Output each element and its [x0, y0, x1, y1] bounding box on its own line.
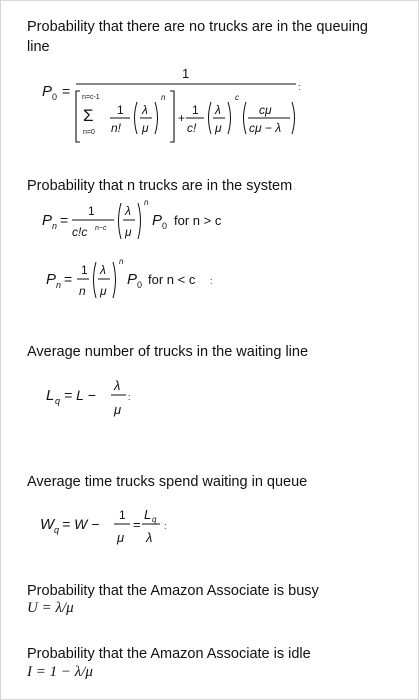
svg-text:q: q	[152, 515, 157, 524]
svg-text:P: P	[152, 212, 163, 229]
svg-text:=: =	[60, 212, 69, 228]
formula-p0	[40, 60, 340, 150]
svg-text:μ: μ	[117, 530, 125, 545]
formula-lq	[44, 372, 204, 428]
svg-text:n: n	[56, 280, 62, 290]
pn-greater-condition: for n > c	[174, 213, 222, 228]
svg-text:c!c: c!c	[72, 225, 88, 239]
svg-text:q: q	[55, 396, 61, 406]
pn-less-condition: for n < c	[148, 272, 196, 287]
svg-text:1: 1	[81, 263, 88, 277]
p0-plus: +	[178, 111, 186, 125]
svg-text:1: 1	[88, 204, 95, 218]
svg-text:μ: μ	[100, 284, 107, 298]
svg-text:L: L	[144, 507, 152, 522]
p0-lhs: P	[42, 83, 53, 100]
p0-one-a: 1	[117, 103, 124, 117]
p0-one-b: 1	[192, 103, 199, 117]
svg-text:q: q	[54, 525, 60, 535]
p0-lhs-sub: 0	[52, 92, 58, 102]
formula-pn-greater	[40, 197, 260, 249]
p0-bracket-left	[76, 91, 80, 142]
svg-text:n−c: n−c	[95, 225, 107, 232]
svg-text:=: =	[62, 83, 71, 99]
svg-text:n: n	[79, 284, 86, 298]
formula-idle: I = 1 − λ/μ	[27, 664, 93, 680]
formula-wq	[38, 497, 238, 553]
p0-c-fact: c!	[187, 121, 197, 135]
heading-idle: Probability that the Amazon Associate is idle	[27, 646, 311, 662]
p0-sigma: Σ	[83, 106, 94, 125]
svg-text:=: =	[133, 517, 141, 532]
svg-text:W: W	[40, 516, 55, 533]
formula-pn-less	[44, 256, 264, 308]
svg-text:= L −: = L −	[64, 387, 96, 403]
svg-text:λ: λ	[114, 378, 121, 393]
heading-p0: Probability that there are no trucks are in the queuing line	[27, 19, 368, 55]
p0-mu-a: μ	[142, 121, 149, 135]
svg-text:λ: λ	[125, 204, 131, 218]
svg-text:=: =	[64, 271, 73, 287]
svg-text:P: P	[46, 271, 57, 288]
p0-mu-b: μ	[215, 121, 222, 135]
formula-busy: U = λ/μ	[27, 600, 74, 616]
svg-text:P: P	[127, 271, 138, 288]
p0-lambda-a: λ	[142, 103, 148, 117]
svg-text::: :	[128, 392, 131, 402]
svg-text::: :	[210, 276, 213, 286]
heading-lq: Average number of trucks in the waiting line	[27, 344, 309, 360]
p0-tail: :	[298, 82, 301, 92]
svg-text:n: n	[119, 257, 124, 266]
p0-n-fact: n!	[111, 121, 122, 135]
p0-sup-n: n	[161, 93, 166, 102]
svg-text:λ: λ	[146, 530, 153, 545]
p0-c-mu-minus-lambda: cμ − λ	[249, 121, 282, 135]
p0-sum-bottom: n=0	[83, 129, 95, 136]
svg-text:0: 0	[162, 221, 168, 231]
heading-pn: Probability that n trucks are in the system	[27, 178, 293, 194]
p0-lambda-b: λ	[215, 103, 221, 117]
svg-text:n: n	[52, 221, 58, 231]
p0-c-mu: cμ	[259, 103, 272, 117]
svg-text:P: P	[42, 212, 53, 229]
svg-text:μ: μ	[114, 402, 122, 417]
svg-text:L: L	[46, 387, 55, 404]
svg-text:= W −: = W −	[62, 516, 100, 532]
svg-text:μ: μ	[125, 225, 132, 239]
p0-numerator: 1	[182, 66, 190, 81]
p0-sum-top: n=c-1	[82, 94, 100, 101]
svg-text:λ: λ	[100, 263, 106, 277]
svg-text::: :	[164, 521, 167, 531]
p0-sup-c: c	[235, 93, 239, 102]
svg-text:1: 1	[119, 508, 126, 522]
heading-busy: Probability that the Amazon Associate is busy	[27, 583, 319, 599]
heading-wq: Average time trucks spend waiting in queue	[27, 474, 308, 490]
p0-bracket-right	[170, 91, 174, 142]
svg-text:0: 0	[137, 280, 143, 290]
svg-text:n: n	[144, 198, 149, 207]
